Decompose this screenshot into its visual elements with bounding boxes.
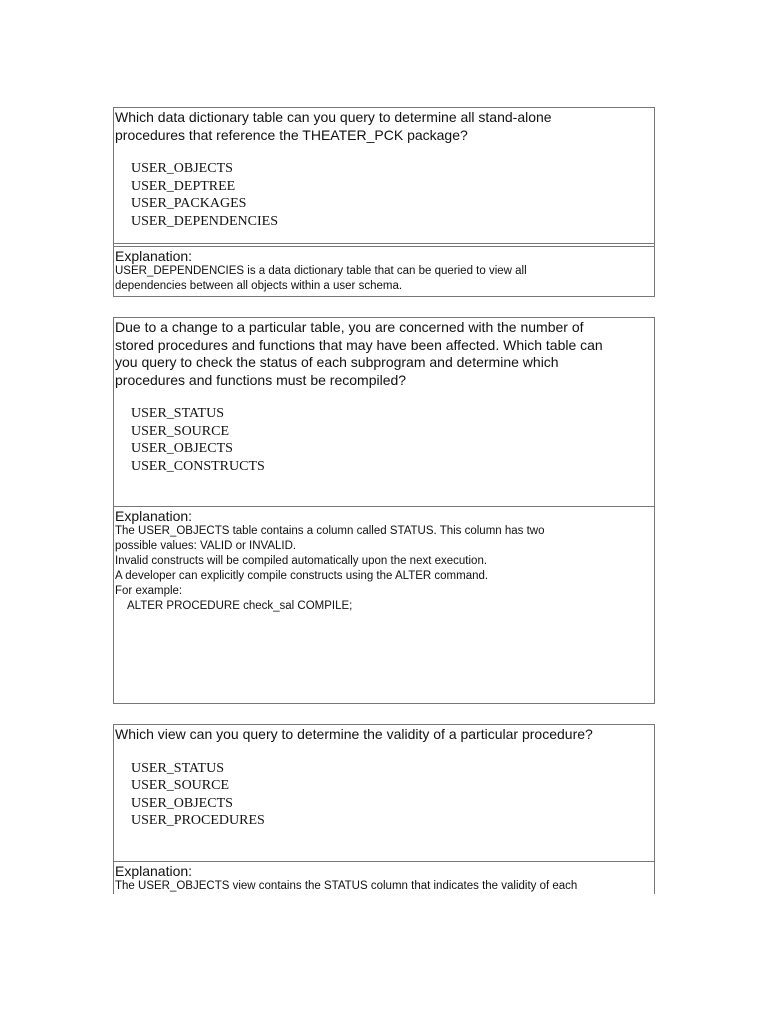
explanation-section — [114, 507, 654, 614]
question-section — [114, 725, 654, 862]
answer-options — [131, 405, 654, 475]
option-item: USER_OBJECTS — [131, 795, 233, 811]
option-item: USER_PACKAGES — [131, 196, 247, 211]
explanation-title: Explanation: — [115, 248, 193, 264]
explanation-text: USER_DEPENDENCIES is a data dictionary table that can be queried to view all dependencies between all objects within a user schema. — [115, 265, 527, 292]
option-item: USER_OBJECTS — [131, 161, 233, 176]
question-card-2 — [113, 317, 655, 704]
question-card-1 — [113, 107, 655, 297]
explanation-text: Invalid constructs will be compiled automatically upon the next execution. — [115, 555, 488, 567]
explanation-title: Explanation: — [115, 508, 193, 524]
explanation-text: The USER_OBJECTS view contains the STATUS column that indicates the validity of each — [115, 880, 578, 892]
option-item: USER_STATUS — [131, 406, 225, 421]
option-item: USER_OBJECTS — [131, 441, 233, 456]
answer-options — [131, 760, 654, 830]
option-item: USER_SOURCE — [131, 778, 230, 793]
question-section — [114, 108, 654, 244]
code-example: ALTER PROCEDURE check_sal COMPILE; — [127, 600, 353, 612]
option-item: USER_DEPENDENCIES — [131, 213, 279, 229]
question-section — [114, 318, 654, 507]
option-item: USER_STATUS — [131, 760, 225, 776]
explanation-text: For example: — [115, 585, 183, 597]
question-text: Due to a change to a particular table, you are concerned with the number of stored procedures and functions that may have been affected. Which table can you query to check the status of each subprogram and determine which procedures and functions must be recompiled? — [115, 319, 603, 388]
question-text: Which data dictionary table can you query to determine all stand-alone procedures that reference the THEATER_PCK package? — [115, 109, 552, 143]
answer-options — [131, 160, 654, 230]
explanation-section — [114, 246, 654, 294]
question-text: Which view can you query to determine the validity of a particular procedure? — [115, 726, 593, 742]
explanation-title: Explanation: — [115, 863, 193, 879]
option-item: USER_DEPTREE — [131, 178, 236, 194]
explanation-text: A developer can explicitly compile constructs using the ALTER command. — [115, 570, 489, 582]
explanation-text: The USER_OBJECTS table contains a column called STATUS. This column has two possible values: VALID or INVALID. — [115, 525, 545, 552]
option-item: USER_SOURCE — [131, 423, 230, 439]
option-item: USER_PROCEDURES — [131, 813, 265, 828]
option-item: USER_CONSTRUCTS — [131, 458, 265, 474]
question-card-3 — [113, 724, 655, 894]
explanation-section — [114, 862, 654, 894]
